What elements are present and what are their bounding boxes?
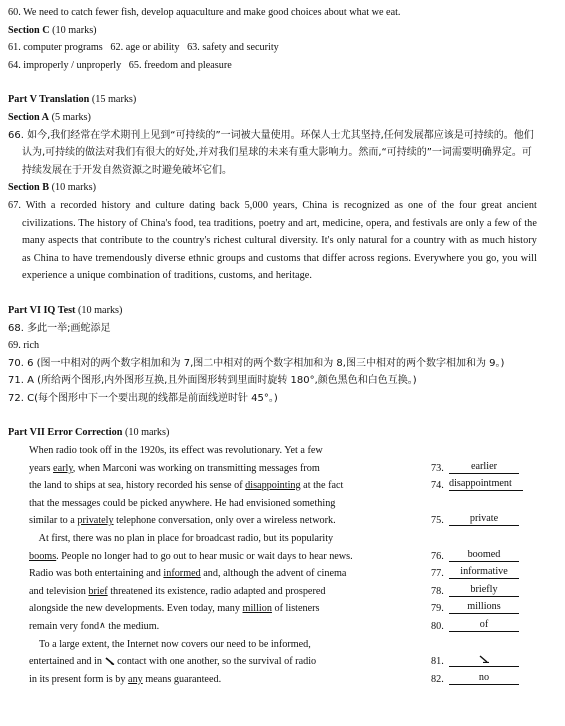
passage-text: To a large extent, the Internet now covers our need to be informed, [29, 638, 311, 650]
deletion-mark-icon [477, 655, 491, 663]
passage-text: alongside the new developments. Even today, many [29, 603, 243, 615]
error-word: informed [163, 568, 201, 580]
passage-text: entertained and in [29, 656, 105, 668]
passage-line [8, 671, 565, 689]
deletion-mark-icon [105, 657, 115, 665]
passage-line [8, 618, 565, 636]
answers-64-65: 64. improperly / unproperly 65. freedom and pleasure [8, 59, 232, 71]
passage-text: When radio took off in the 1920s, its effect was revolutionary. Yet a few [29, 445, 323, 457]
section-a-heading [8, 109, 537, 127]
part-6-heading [8, 302, 537, 320]
passage-line [8, 636, 565, 654]
answer-number: 81. [431, 656, 444, 668]
section-a-label: Section A [8, 111, 50, 123]
answer-number: 80. [431, 621, 444, 632]
answer-69: 69. rich [8, 340, 40, 352]
passage-text: At first, there was no plan in place for broadcast radio, but its popularity [29, 533, 334, 545]
answer-blank: millions [449, 600, 519, 614]
answer-blank: informative [449, 565, 519, 579]
error-word: brief [88, 585, 108, 597]
answer-70: 70. 6 (图一中相对的两个数字相加和为 7,图二中相对的两个数字相加和为 8,图三中相对的两个数字相加和为 9。) [8, 357, 505, 369]
answer-number: 78. [431, 585, 444, 597]
answer-blank: private [449, 512, 519, 526]
passage-line [8, 600, 565, 618]
error-correction-passage [8, 442, 565, 688]
passage-line-text [29, 460, 320, 478]
passage-line [8, 477, 565, 495]
part-7-title: Part VII Error Correction [8, 427, 123, 439]
answer-72: 72. C(每个图形中下一个要出现的线都是前面线逆时针 45°。) [8, 392, 278, 404]
passage-text: in its present form is by [29, 673, 129, 685]
section-a-marks: (5 marks) [49, 111, 91, 123]
answer-number: 74. [431, 480, 444, 492]
passage-text: the medium. [105, 621, 160, 632]
passage-text: threatened its existence, radio adapted and prospered [107, 585, 326, 597]
part-5-marks: (15 marks) [89, 94, 137, 106]
answer-60: 60. We need to catch fewer fish, develop aquaculture and make good choices about what we eat. [8, 7, 401, 18]
passage-line-text [29, 530, 333, 548]
section-c-heading [8, 22, 537, 40]
passage-line-text [29, 671, 221, 689]
answers-61-63: 61. computer programs 62. age or ability 63. safety and security [8, 42, 279, 54]
section-b-heading [8, 179, 537, 197]
part-7-heading [8, 424, 537, 442]
passage-line-text [29, 636, 311, 654]
part-6-title: Part VI IQ Test [8, 304, 76, 316]
answer-number: 73. [431, 462, 444, 474]
passage-line-text [29, 653, 316, 671]
insertion-caret: ∧ [99, 620, 106, 630]
passage-text: and television [29, 585, 89, 597]
passage-text: years [29, 462, 54, 474]
answer-blank: no [449, 671, 519, 685]
passage-text: similar to a [29, 515, 78, 527]
passage-line [8, 512, 565, 530]
answer-blank: earlier [449, 460, 519, 474]
error-word: any [128, 673, 143, 685]
error-word: disappointing [245, 480, 301, 492]
answer-66-translation: 66. 如今,我们经常在学术期刊上见到“可持续的”一词被大量使用。环保人士尤其坚持,任何发展都应该是可持续的。他们认为,可持续的做法对我们有很大的好处,并对我们星球的未来有重大影响力。然而,“可持续的”一词需要明确界定。可持续发展在于开发自然资源之时避免破坏它们。 [8, 129, 534, 176]
passage-line [8, 495, 565, 513]
passage-text: Radio was both entertaining and [29, 568, 164, 580]
passage-text: means guaranteed. [142, 673, 222, 685]
part-7-marks: (10 marks) [122, 427, 170, 439]
passage-line-text [29, 495, 335, 513]
section-b-marks: (10 marks) [49, 182, 97, 194]
answer-blank: of [449, 618, 519, 632]
passage-text: and, although the advent of cinema [200, 568, 347, 580]
passage-text: the land to ships at sea, history recorded his sense of [29, 480, 246, 492]
passage-line-text [29, 512, 336, 530]
answer-blank: disappointment [449, 477, 523, 491]
passage-line [8, 548, 565, 566]
passage-text: that the messages could be picked anywhere. He had envisioned something [29, 497, 336, 509]
answer-blank: briefly [449, 583, 519, 597]
passage-text: , when Marconi was working on transmitting messages from [72, 462, 320, 474]
section-c-label: Section C [8, 24, 50, 36]
passage-text: telephone conversation, only over a wireless network. [113, 515, 336, 527]
passage-line-text [29, 548, 353, 566]
passage-line [8, 583, 565, 601]
answer-68: 68. 多此一举;画蛇添足 [8, 322, 111, 334]
answer-blank: boomed [449, 548, 519, 562]
answer-67-translation: 67. With a recorded history and culture dating back 5,000 years, China is recognized as one of the four great ancient civilizations. The history of China's food, tea traditions, poetry and art, medicine, opera, and festivals are only a few of the many aspects that contribute to the country's richest cultural diversity. It's only natural for a country with as much history as China to have tremendously diverse ethnic groups and customs that differ across regions. Everywhere you go, you will experience a unique combination of traditions, customs, and heritage. [8, 199, 537, 282]
passage-line-text [29, 618, 159, 636]
section-c-marks: (10 marks) [49, 24, 97, 36]
passage-text: at the fact [300, 480, 344, 492]
part-5-heading [8, 91, 537, 109]
passage-line-text [29, 565, 346, 583]
error-word: privately [77, 515, 114, 527]
section-b-label: Section B [8, 182, 50, 194]
passage-line [8, 565, 565, 583]
passage-line [8, 653, 565, 671]
error-word: million [242, 603, 272, 615]
passage-line [8, 442, 565, 460]
error-word: booms [29, 550, 57, 562]
answer-number: 76. [431, 550, 444, 562]
passage-line [8, 460, 565, 478]
passage-text: remain very fond [29, 621, 100, 632]
answer-number: 75. [431, 515, 444, 527]
passage-text: contact with one another, so the survival of radio [114, 656, 317, 668]
error-word: early [53, 462, 73, 474]
passage-line-text [29, 583, 325, 601]
passage-text: of listeners [271, 603, 320, 615]
passage-line-text [29, 442, 323, 460]
answer-number: 79. [431, 603, 444, 615]
answer-number: 82. [431, 673, 444, 685]
passage-line [8, 530, 565, 548]
part-5-title: Part V Translation [8, 94, 90, 106]
answer-blank [449, 653, 519, 667]
passage-line-text [29, 477, 343, 495]
passage-line-text [29, 600, 319, 618]
passage-text: . People no longer had to go out to hear music or wait days to hear news. [56, 550, 353, 562]
answer-71: 71. A (所给两个图形,内外图形互换,且外面图形转到里面时旋转 180°,颜色黑色和白色互换。) [8, 375, 417, 387]
answer-number: 77. [431, 568, 444, 580]
part-6-marks: (10 marks) [75, 304, 123, 316]
